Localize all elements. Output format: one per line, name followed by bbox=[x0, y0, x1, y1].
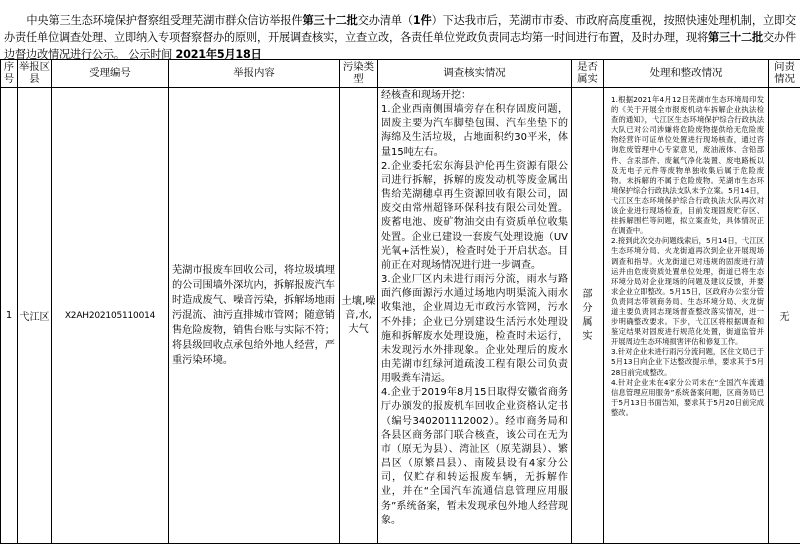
findings-paragraph: 1.企业西南侧围墙旁存在积存固废问题，固废主要为汽车脚垫包围、汽车坐垫下的海绵及生活垃圾，占地面积约30平米，体量15吨左右。 bbox=[381, 104, 568, 158]
action-paragraph: 3.针对企业未进行雨污分流问题，区住文局已于5月13日向企业下达整改提示单，要求其于5月28日前完成整改。 bbox=[611, 347, 764, 377]
col-header-truth: 是否属实 bbox=[572, 60, 604, 88]
cell-pollution-type: 土壤,噪音,水,大气 bbox=[340, 88, 378, 544]
action-paragraph: 4.针对企业未在4家分公司未在“全国汽车流通信息管理应用服务”系统备案问题，区商务局已于5月13日书面告知，要求其于5月20日前完成整改。 bbox=[611, 377, 764, 417]
heading-text: ）下达我市后，芜湖市市委、市政府高度重视，按照快速处理机制，立即交办责任单位调查处理、立即纳入专项督察督办的原则，开展调查核实，立查立改，各责任单位党政负责同志均第一时间进行布置，及时办理，现将 bbox=[4, 14, 796, 44]
cell-content: 芜湖市报废车回收公司，将垃圾填埋的公司围墙外深坑内，拆解报废汽车时造成废气、噪音污染，拆解场地雨污混流、油污直排城市管网；随意销售危险废物，销售台账与实际不符；将县级回收点承包给外地人经营，严重污染环境。 bbox=[169, 88, 340, 544]
cell-truth: 部分属实 bbox=[572, 88, 604, 544]
heading-text: 中央第三生态环境保护督察组受理芜湖市群众信访举报件 bbox=[26, 14, 303, 27]
findings-paragraph: 3.企业厂区内未进行雨污分流，雨水与路面汽修面源污水通过场地内明渠流入雨水收集池，企业周边无市政污水管网，污水不外排；企业已分别建设生活污水处理设施和拆解废水处理设施，检查时未运行，未发现污水外排现象。企业处理后的废水由芜湖市红绿河道疏浚工程有限公司负责用吸粪车清运。 bbox=[381, 274, 568, 385]
col-header-code: 受理编号 bbox=[52, 60, 169, 88]
col-header-content: 举报内容 bbox=[169, 60, 340, 88]
col-header-type: 污染类型 bbox=[340, 60, 378, 88]
cell-no: 1 bbox=[1, 88, 18, 544]
heading-text: 交办件边督边改情况进行公示。 公示时间 bbox=[4, 31, 796, 61]
publish-date: 2021年5月18日 bbox=[175, 48, 262, 61]
heading-text: 交办清单（ bbox=[357, 14, 413, 27]
action-paragraph: 2.接到此次交办问题线索后，5月14日，弋江区生态环境分局、火龙街道再次到企业开展现场调查和指导。火龙街道已对违规的固废进行清运并由危废资质处置单位处理，街道已将生态环境分局对企业现场的问题及建议反馈，并要求企业立即整改。5月15日，区政府办公室分管负责同志带领商务局、生态环境分局、火龙街道主要负责同志现场督查整改落实情况，进一步明确整改要求。下步，弋江区将根据调查和鉴定结果对固废进行规范化处置，街道监管并开展周边生态环境损害评估和修复工作。 bbox=[611, 236, 764, 347]
complaint-table bbox=[0, 59, 800, 544]
cell-action bbox=[604, 88, 769, 544]
heading-batch: 第三十二批 bbox=[302, 14, 358, 27]
table-row bbox=[1, 88, 800, 544]
table-header-row bbox=[1, 60, 800, 88]
col-header-action: 处理和整改情况 bbox=[604, 60, 769, 88]
heading-batch: 第三十二批 bbox=[707, 31, 763, 44]
cell-district: 弋江区 bbox=[18, 88, 52, 544]
cell-code: X2AH202105110014 bbox=[52, 88, 169, 544]
col-header-accountability: 问责情况 bbox=[769, 60, 800, 88]
findings-paragraph: 4.企业于2019年8月15日取得安徽省商务厅办颁发的报废机车回收企业资格认定书（编号340201112002）。经市商务局和各县区商务部门联合核查，该公司在无为市（原无为县）、湾沚区（原芜湖县）、繁昌区（原繁昌县）、南陵县设有4家分公司，仅贮存和转运报废车辆，无拆解作业，并在“全国汽车流通信息管理应用服务”系统备案，暂未发现承包外地人经营现象。 bbox=[381, 387, 568, 526]
col-header-findings: 调查核实情况 bbox=[378, 60, 572, 88]
col-header-district: 举报区县 bbox=[18, 60, 52, 88]
heading-count: 1件 bbox=[412, 14, 432, 27]
cell-accountability: 无 bbox=[769, 88, 800, 544]
col-header-no: 序号 bbox=[1, 60, 18, 88]
action-paragraph: 1.根据2021年4月12日芜湖市生态环境局印发的《关于开展全市报废机动车拆解企业执法检查的通知》，弋江区生态环境保护综合行政执法大队已对公司涉嫌将危险废物提供给无危险废物经营许可证单位处置进行现场核查，通过咨询危废管理中心专家意见，废油液体、含铅部件、含汞部件、废氟气净化装置、废电路板以及无电子元件等废物单独收集后属于危险废物。未拆解的不属于危险废物。芜湖市生态环境保护综合行政执法支队未予立案。5月14日，弋江区生态环境保护综合行政执法大队再次对该企业进行现场检查，目前发现固废贮存区、挂拆解围栏等问题，拟立案查处，具体情况正在调查中。 bbox=[611, 95, 764, 236]
findings-paragraph: 经核查和现场开挖： bbox=[381, 90, 471, 101]
cell-findings bbox=[378, 88, 572, 544]
findings-paragraph: 2.企业委托宏东海县沪伦再生资源有限公司进行拆解，拆解的废发动机等废金属出售给芜湖穗卓再生资源回收有限公司，固废交由常州超锋环保科技有限公司处置。废蓄电池、废矿物油交由有资质单位收集处置。企业已建设一套废气处理设施（UV光氧+活性炭），检查时处于开启状态。目前正在对现场情况进行进一步调查。 bbox=[381, 160, 568, 271]
